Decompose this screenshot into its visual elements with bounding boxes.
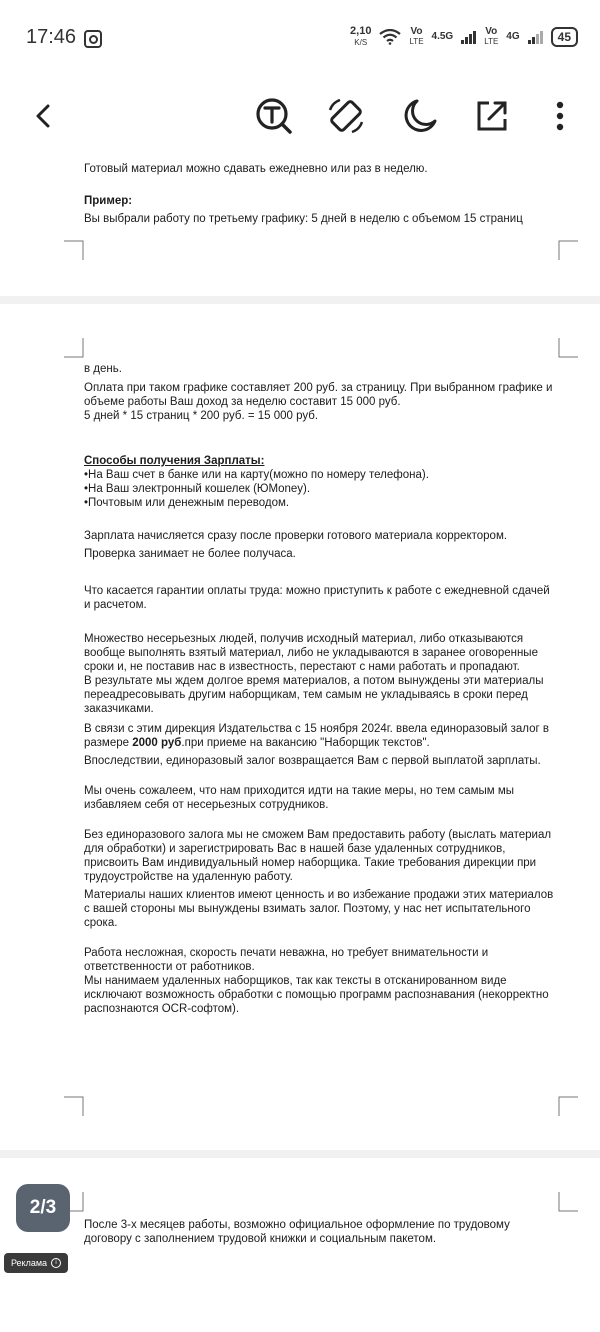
status-icons — [350, 26, 578, 48]
battery-indicator: 45 — [551, 27, 578, 47]
back-button[interactable] — [20, 92, 68, 140]
page-indicator[interactable]: 2/3 — [16, 1184, 70, 1232]
crop-mark-icon — [64, 1096, 84, 1116]
sim2-volte: Vo LTE — [484, 26, 499, 46]
more-button[interactable] — [536, 92, 584, 140]
more-vertical-icon — [555, 100, 565, 132]
rotate-screen-icon — [326, 96, 366, 136]
sim1-volte: Vo LTE — [409, 26, 424, 46]
document-page-3 — [0, 1158, 600, 1332]
clock: 17:46 — [26, 26, 77, 48]
page1-text: Готовый материал можно сдавать ежедневно или раз в неделю. Пример: Вы выбрали работу по третьему графику: 5 дней в неделю с объемом 15 страниц — [84, 163, 523, 225]
network-speed: 2,10 K/S — [350, 25, 372, 47]
sim1-signal-icon — [461, 30, 476, 44]
sim1-network-type: 4.5G — [431, 31, 454, 42]
ad-badge[interactable]: Реклама i — [4, 1253, 68, 1273]
text-mode-button[interactable] — [250, 92, 298, 140]
open-external-button[interactable] — [468, 92, 516, 140]
page-separator — [0, 1150, 600, 1158]
wifi-icon — [379, 29, 401, 45]
night-mode-icon — [401, 97, 439, 135]
page2-text: в день. Оплата при таком графике составляет 200 руб. за страницу. При выбранном графике и объеме работы Ваш доход за неделю составит 15 000 руб. 5 дней * 15 страниц * 200 руб. = 15 000 руб. Способы получения Зарплаты: •На Ваш счет в банке или на карту(можно по номеру телефона). •На Ваш электронный кошелек (ЮMoney). •Почтовым или денежным переводом. Зарплата начисляется сразу после проверки готового материала корректором. Проверка занимает не более получаса. Что касается гарантии оплаты труда: можно приступить к работе с ежедневной сдачей и расчетом. Множество несерьезных людей, получив исходный материал, либо отказываются вообще выполнять взятый материал, либо не укладываются в заранее оговоренные сроки и, не поставив нас в известность, перестают с нами работать и пропадают. В результате мы ждем долгое время материалов, а потом вынуждены эти материалы переадресовывать другим наборщикам, тем самым не укладываясь в сроки перед заказчиками. В связи с этим дирекция Издательства с 15 ноября 2024г. ввела единоразовый залог в размере 2000 руб.при приеме на вакансию "Наборщик текстов". Впоследствии, единоразовый залог возвращается Вам с первой выплатой зарплаты. Мы очень сожалеем, что нам приходится идти на такие меры, но тем самым мы избавляем себя от несерьезных сотрудников. Без единоразового залога мы не сможем Вам предоставить работу (выслать материал для обработки) и зарегистрировать Вас в нашей базе удаленных сотрудников, присвоить Вам индивидуальный номер наборщика. Такие требования дирекции при трудоустройстве на удаленную работу. Материалы наших клиентов имеют ценность и во избежание продажи этих материалов с вашей стороны мы вынуждены взимать залог. Поэтому, у нас нет испытательного срока. Работа несложная, скорость печати неважна, но требует внимательности и ответственности от работников. Мы нанимаем удаленных наборщиков, так как тексты в отсканированном виде исключают возможность обработки с помощью программ распознавания (некорректно распознаются OCR-софтом). — [84, 363, 554, 1015]
sim2-signal-icon — [528, 30, 543, 44]
crop-mark-icon — [558, 240, 578, 260]
crop-mark-icon — [558, 1096, 578, 1116]
page3-text: После 3-х месяцев работы, возможно официальное оформление по трудовому договору с заполнением трудовой книжки и социальным пакетом. — [84, 1219, 510, 1245]
night-mode-button[interactable] — [396, 92, 444, 140]
page-separator — [0, 296, 600, 304]
rotate-button[interactable] — [322, 92, 370, 140]
text-mode-icon — [254, 96, 294, 136]
reader-toolbar — [0, 78, 600, 160]
sim2-network-type: 4G — [506, 31, 520, 42]
document-page-2 — [0, 304, 600, 1150]
crop-mark-icon — [64, 240, 84, 260]
open-external-icon — [475, 99, 509, 133]
status-bar — [0, 0, 600, 78]
crop-mark-icon — [64, 338, 84, 358]
crop-mark-icon — [558, 1192, 578, 1212]
salary-heading: Способы получения Зарплаты: — [84, 455, 265, 467]
back-arrow-icon — [30, 102, 58, 130]
info-icon: i — [51, 1258, 61, 1268]
document-page-1 — [0, 160, 600, 296]
instagram-icon — [84, 30, 102, 48]
crop-mark-icon — [558, 338, 578, 358]
